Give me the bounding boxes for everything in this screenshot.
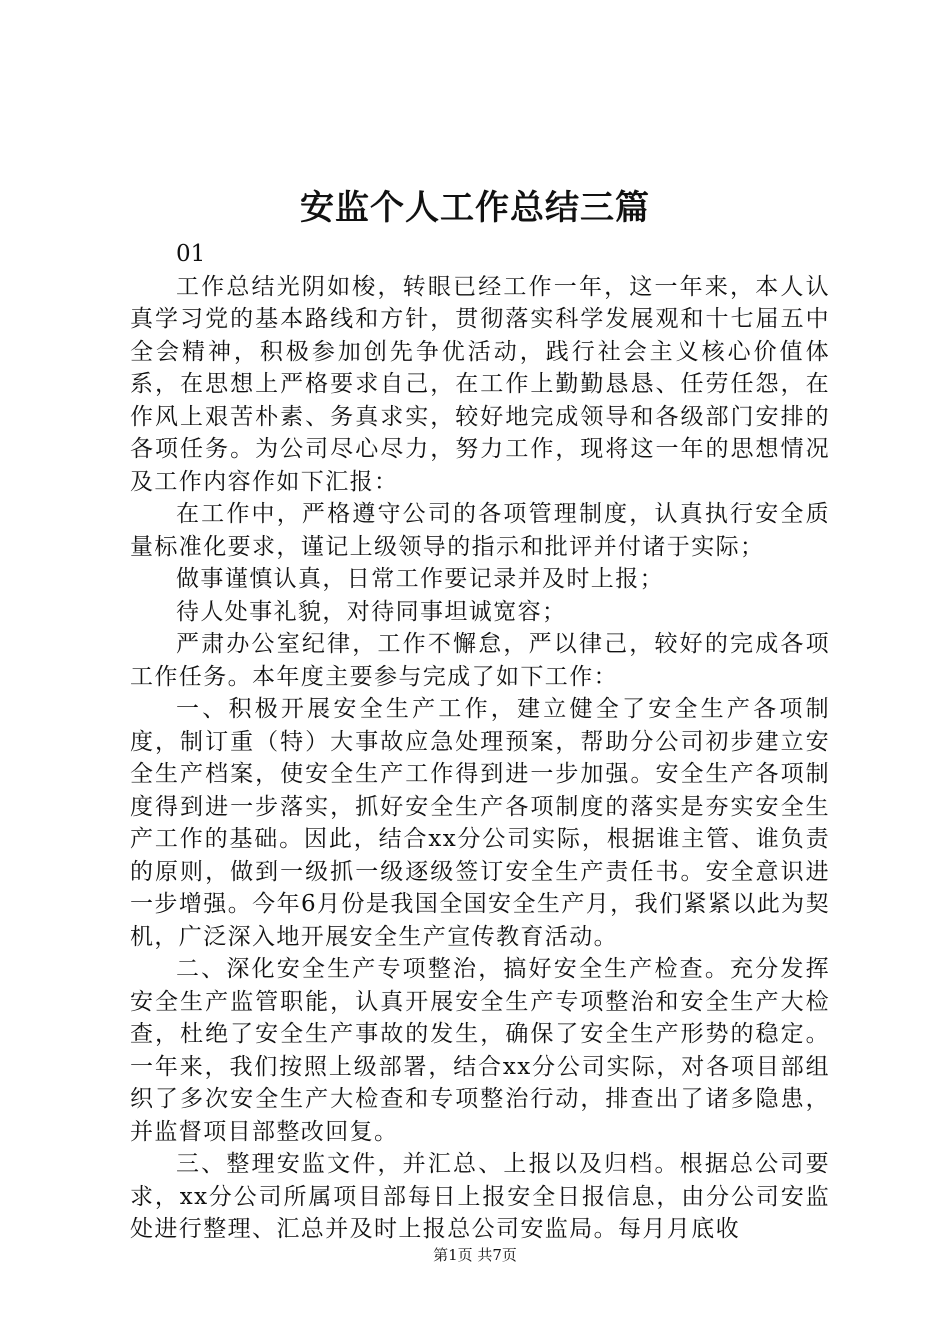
document-title: 安监个人工作总结三篇 (300, 188, 650, 228)
paragraph: 工作总结光阴如梭，转眼已经工作一年，这一年来，本人认真学习党的基本路线和方针，贯彻落实科学发展观和十七届五中全会精神，积极参加创先争优活动，践行社会主义核心价值体系，在思想上严格要求自己，在工作上勤勤恳恳、任劳任怨，在作风上艰苦朴素、务真求实，较好地完成领导和各级部门安排的各项任务。为公司尽心尽力，努力工作，现将这一年的思想情况及工作内容作如下汇报： (130, 273, 830, 495)
paragraph: 在工作中，严格遵守公司的各项管理制度，认真执行安全质量标准化要求，谨记上级领导的指示和批评并付诸于实际； (130, 501, 830, 560)
page-footer: 第1页 共7页 (433, 1246, 517, 1264)
paragraph: 严肃办公室纪律，工作不懈怠，严以律己，较好的完成各项工作任务。本年度主要参与完成了如下工作： (130, 631, 830, 690)
section-number: 01 (176, 241, 206, 267)
paragraph: 三、整理安监文件，并汇总、上报以及归档。根据总公司要求，xx分公司所属项目部每日上报安全日报信息，由分公司安监处进行整理、汇总并及时上报总公司安监局。每月月底收 (130, 1151, 830, 1242)
document-body (130, 238, 830, 1246)
paragraph: 二、深化安全生产专项整治，搞好安全生产检查。充分发挥安全生产监管职能，认真开展安全生产专项整治和安全生产大检查，杜绝了安全生产事故的发生，确保了安全生产形势的稳定。一年来，我们按照上级部署，结合xx分公司实际，对各项目部组织了多次安全生产大检查和专项整治行动，排查出了诸多隐患，并监督项目部整改回复。 (130, 956, 830, 1145)
paragraph: 待人处事礼貌，对待同事坦诚宽容； (176, 598, 567, 625)
paragraph: 做事谨慎认真，日常工作要记录并及时上报； (176, 566, 664, 592)
paragraph: 一、积极开展安全生产工作，建立健全了安全生产各项制度，制订重（特）大事故应急处理预案，帮助分公司初步建立安全生产档案，使安全生产工作得到进一步加强。安全生产各项制度得到进一步落实，抓好安全生产各项制度的落实是夯实安全生产工作的基础。因此，结合xx分公司实际，根据谁主管、谁负责的原则，做到一级抓一级逐级签订安全生产责任书。安全意识进一步增强。今年6月份是我国全国安全生产月，我们紧紧以此为契机，广泛深入地开展安全生产宣传教育活动。 (130, 696, 830, 950)
